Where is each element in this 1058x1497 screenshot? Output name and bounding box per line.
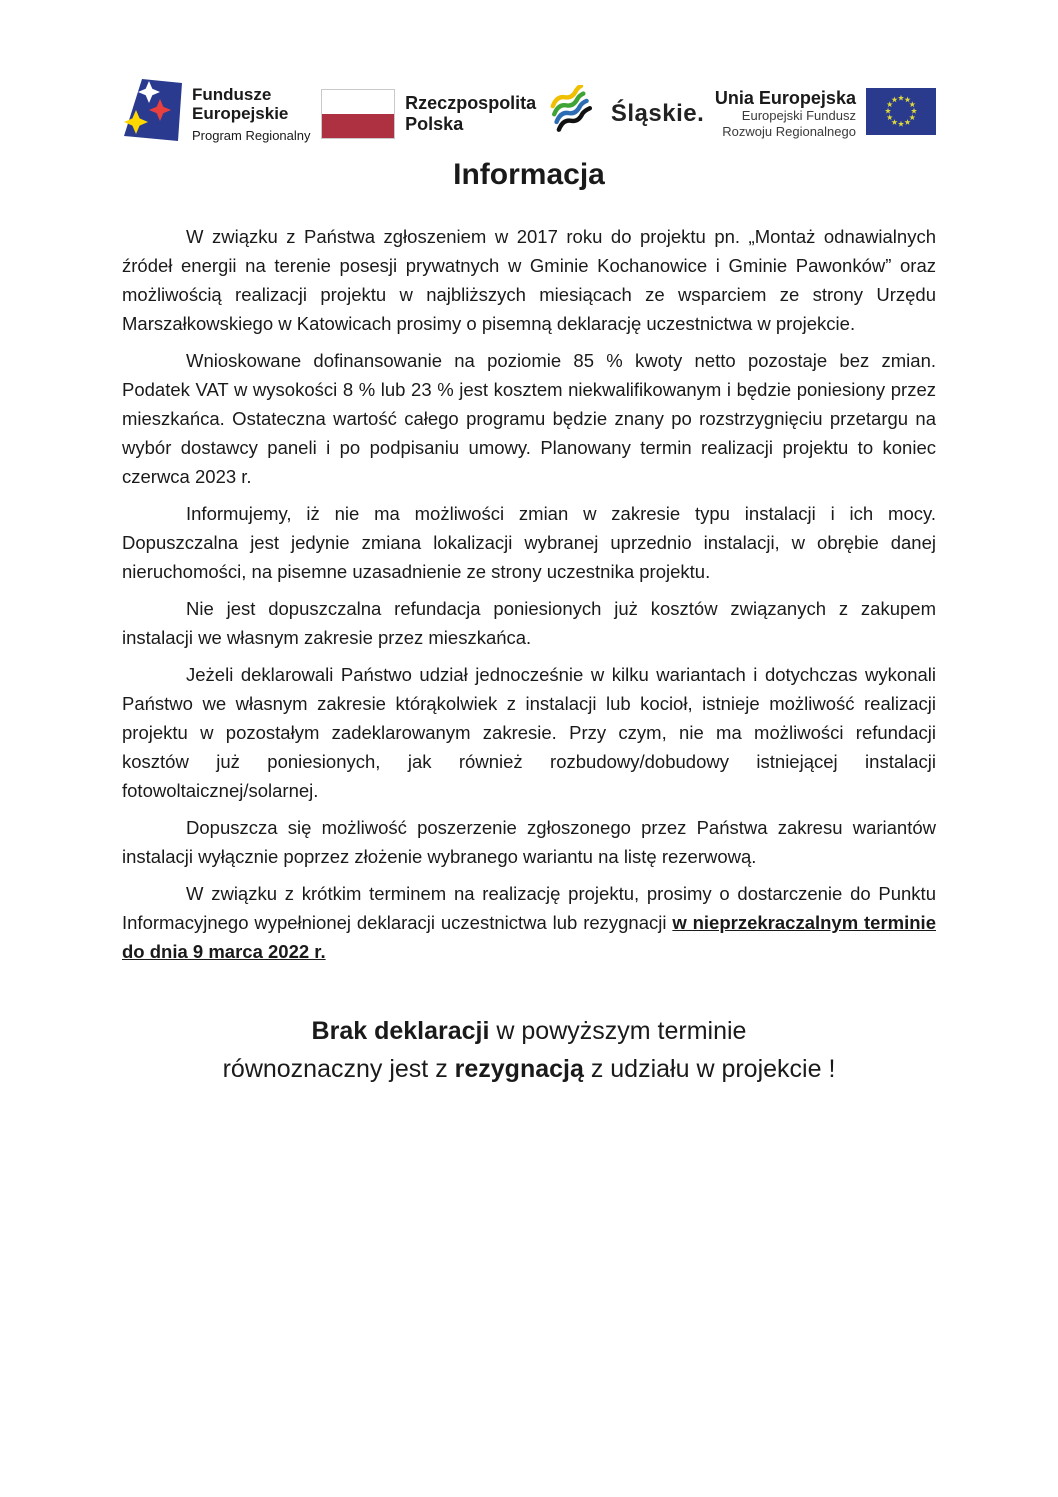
fe-logo-line1: Fundusze — [192, 85, 272, 104]
pl-logo-line1: Rzeczpospolita — [405, 93, 537, 113]
poland-flag-icon — [321, 89, 395, 139]
eu-flag-icon — [866, 88, 936, 140]
logo-rzeczpospolita-polska — [321, 89, 536, 139]
closing-line-2 — [122, 1050, 936, 1088]
slaskie-logo-label: Śląskie. — [610, 100, 705, 127]
slaskie-waves-icon — [547, 85, 601, 144]
logo-unia-europejska — [715, 88, 936, 140]
paragraph-5 — [122, 660, 936, 805]
logo-fundusze-europejskie — [122, 79, 311, 150]
paragraph-2-text: Wnioskowane dofinansowanie na poziomie 85 % kwoty netto pozostaje bez zmian. Podatek VAT w wysokości 8 % lub 23 % jest kosztem niekwalifikowanym i będzie poniesiony przez mieszkańca. Ostateczna wartość całego programu będzie znany po rozstrzygnięciu przetargu na wybór dostawcy paneli i po podpisaniu umowy. Planowany termin realizacji projektu to koniec czerwca 2023 r. — [122, 350, 936, 487]
document-body — [122, 222, 936, 966]
paragraph-6-text: Dopuszcza się możliwość poszerzenie zgłoszonego przez Państwa zakresu wariantów instalacji wyłącznie poprzez złożenie wybranego wariantu na listę rezerwową. — [122, 817, 936, 867]
eu-logo-line1: Unia Europejska — [714, 88, 856, 108]
closing-line2-bold: rezygnacją — [454, 1055, 584, 1083]
eu-logo-line3: Rozwoju Regionalnego — [722, 124, 856, 139]
deadline-emphasis: w nieprzekraczalnym terminie do dnia 9 marca 2022 r. — [122, 912, 936, 962]
paragraph-6 — [122, 813, 936, 871]
fe-logo-line2: Europejskie — [192, 104, 289, 123]
paragraph-4 — [122, 594, 936, 652]
pl-logo-line2: Polska — [405, 114, 464, 134]
closing-line-1 — [122, 1012, 936, 1050]
closing-statement — [122, 1012, 936, 1088]
closing-line1-bold: Brak deklaracji — [311, 1017, 490, 1045]
paragraph-2 — [122, 346, 936, 491]
pl-logo-text — [405, 93, 536, 135]
closing-line2-pre: równoznaczny jest z — [222, 1055, 455, 1083]
paragraph-1 — [122, 222, 936, 338]
paragraph-3-text: Informujemy, iż nie ma możliwości zmian w zakresie typu instalacji i ich mocy. Dopuszczalna jest jedynie zmiana lokalizacji wybranej uprzednio instalacji, w obrębie danej nieruchomości, na pisemne uzasadnienie ze strony uczestnika projektu. — [122, 503, 936, 582]
paragraph-7 — [122, 879, 936, 966]
fe-logo-subtitle: Program Regionalny — [192, 128, 311, 143]
closing-line1-rest: w powyższym terminie — [489, 1017, 747, 1045]
eu-logo-line2: Europejski Fundusz — [741, 108, 856, 123]
page-title: Informacja — [453, 158, 605, 191]
logo-slaskie — [547, 85, 704, 144]
paragraph-1-text: W związku z Państwa zgłoszeniem w 2017 roku do projektu pn. „Montaż odnawialnych źródeł energii na terenie posesji prywatnych w Gminie Kochanowice i Gminie Pawonków” oraz możliwością realizacji projektu w najbliższych miesiącach ze wsparciem ze strony Urzędu Marszałkowskiego w Katowicach prosimy o pisemną deklarację uczestnictwa w projekcie. — [122, 226, 936, 334]
closing-line2-post: z udziału w projekcie ! — [583, 1055, 836, 1083]
fe-flag-icon — [122, 79, 182, 150]
logo-bar — [122, 78, 936, 150]
paragraph-7-text: W związku z krótkim terminem na realizację projektu, prosimy o dostarczenie do Punktu Informacyjnego wypełnionej deklaracji uczestnictwa lub rezygnacji — [122, 883, 936, 933]
fe-logo-text — [192, 85, 311, 143]
paragraph-3 — [122, 499, 936, 586]
eu-logo-text — [715, 88, 856, 140]
paragraph-4-text: Nie jest dopuszczalna refundacja poniesionych już kosztów związanych z zakupem instalacji we własnym zakresie przez mieszkańca. — [122, 598, 936, 648]
paragraph-5-text: Jeżeli deklarowali Państwo udział jednocześnie w kilku wariantach i dotychczas wykonali Państwo we własnym zakresie którąkolwiek z instalacji lub kocioł, istnieje możliwość realizacji projektu w pozostałym zadeklarowanym zakresie. Przy czym, nie ma możliwości refundacji kosztów już poniesionych, jak również rozbudowy/dobudowy istniejącej instalacji fotowoltaicznej/solarnej. — [122, 664, 936, 801]
